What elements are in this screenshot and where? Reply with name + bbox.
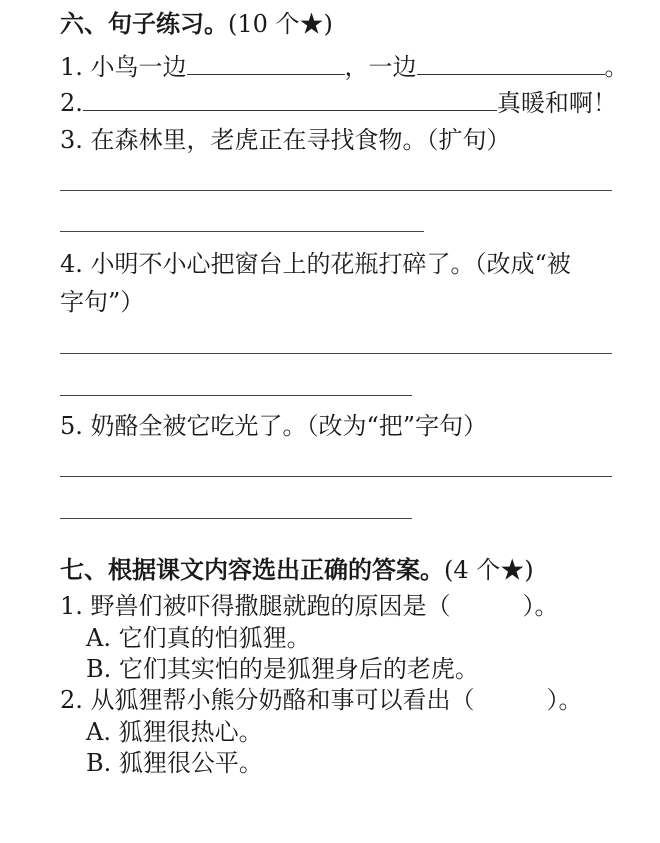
question-6-1 xyxy=(60,52,629,79)
q6-1-prefix: 1. 小鸟一边 xyxy=(60,53,187,81)
blank-line xyxy=(83,88,497,111)
section-6-points: (10 个★) xyxy=(228,10,333,38)
blank-line xyxy=(187,52,345,75)
option-7-2-b: B. 狐狸很公平。 xyxy=(86,749,263,777)
question-7-2: 2. 从狐狸帮小熊分奶酪和事可以看出（ ）。 xyxy=(60,686,583,714)
section-7-heading xyxy=(60,555,534,584)
question-7-1: 1. 野兽们被吓得撒腿就跑的原因是（ ）。 xyxy=(60,592,559,620)
blank-line xyxy=(417,52,605,75)
section-6-title: 六、句子练习。 xyxy=(60,9,228,38)
q6-2-end: 真暖和啊！ xyxy=(496,89,617,117)
answer-line xyxy=(60,395,412,396)
question-6-3: 3. 在森林里，老虎正在寻找食物。（扩句） xyxy=(60,126,511,154)
question-6-4-line2: 字句”） xyxy=(60,288,145,316)
q6-2-prefix: 2. xyxy=(60,89,83,117)
section-7-points: (4 个★) xyxy=(444,556,534,584)
answer-line xyxy=(60,190,612,191)
answer-line xyxy=(60,231,424,232)
answer-line xyxy=(60,476,612,477)
section-6-heading xyxy=(60,9,333,38)
section-7-title: 七、根据课文内容选出正确的答案。 xyxy=(60,555,444,584)
question-6-4-line1: 4. 小明不小心把窗台上的花瓶打碎了。（改成“被 xyxy=(60,250,571,278)
answer-line xyxy=(60,518,412,519)
option-7-1-a: A. 它们真的怕狐狸。 xyxy=(86,624,311,652)
option-7-2-a: A. 狐狸很热心。 xyxy=(86,718,263,746)
answer-line xyxy=(60,353,612,354)
question-6-2 xyxy=(60,88,617,115)
q6-1-end: 。 xyxy=(604,53,629,81)
question-6-5: 5. 奶酪全被它吃光了。（改为“把”字句） xyxy=(60,412,488,440)
option-7-1-b: B. 它们其实怕的是狐狸身后的老虎。 xyxy=(86,655,479,683)
q6-1-mid: ，一边 xyxy=(344,53,417,81)
